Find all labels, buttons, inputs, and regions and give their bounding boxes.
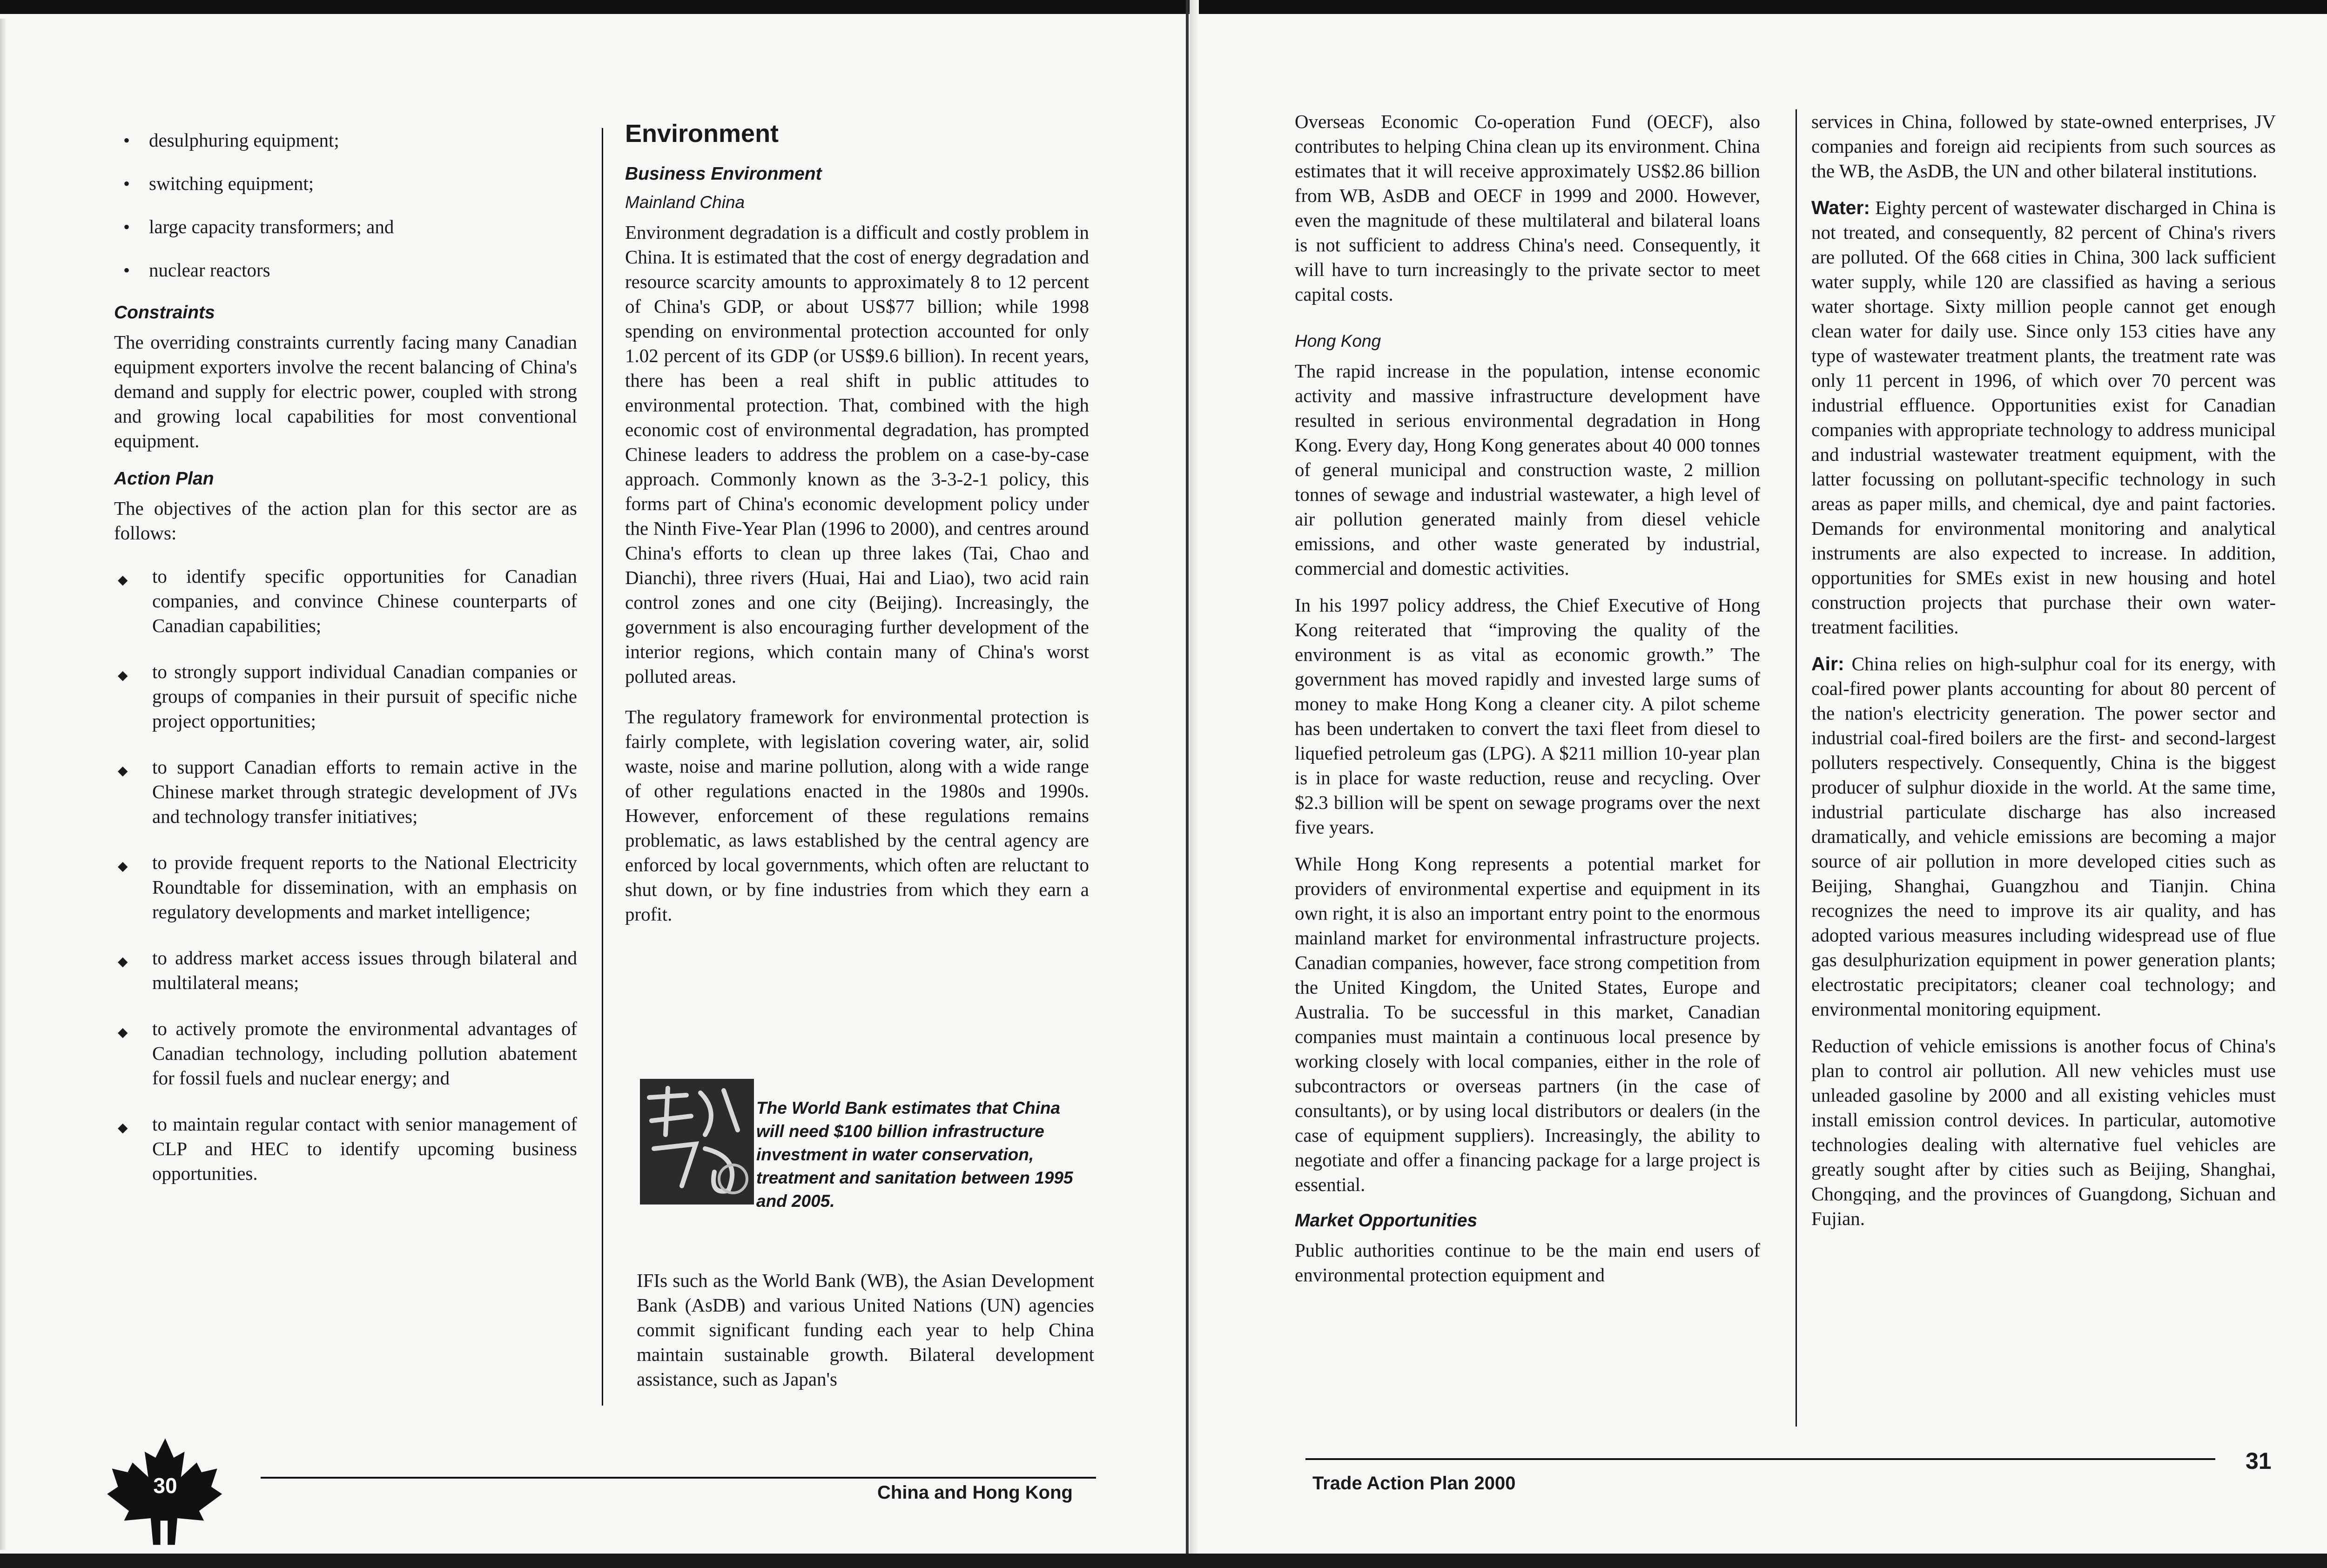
- calligraphy-image: [640, 1079, 754, 1205]
- page-number-right: 31: [2246, 1448, 2272, 1474]
- list-item: ◆ to provide frequent reports to the National Electricity Roundtable for dissemination, with an emphasis on regulatory developments and market intelligence;: [114, 850, 577, 924]
- list-item: ◆ to support Canadian efforts to remain active in the Chinese market through strategic development of JVs and technology transfer initiatives;: [114, 755, 577, 829]
- environment-paragraph-1: Environment degradation is a difficult and costly problem in China. It is estimated that the cost of energy degradation and resource scarcity amounts to approximately 8 to 12 percent of China's GDP, or about US$77 billion; while 1998 spending on environmental protection accounted for only 1.02 percent of its GDP (or US$9.6 billion). In recent years, there has been a real shift in public attitudes to environmental protection. That, combined with the high economic cost of environmental degradation, has prompted Chinese leaders to address the problem on a case-by-case approach. Commonly known as the 3-3-2-1 policy, this forms part of China's economic development policy under the Ninth Five-Year Plan (1996 to 2000), and centres around China's efforts to clean up three lakes (Tai, Chao and Dianchi), three rivers (Huai, Hai and Liao), two acid rain control zones and one city (Beijing). Increasingly, the government is also encouraging further development of the interior regions, which contain many of China's worst polluted areas.: [625, 222, 1089, 687]
- list-item: ◆ to maintain regular contact with senior management of CLP and HEC to identify upcoming business opportunities.: [114, 1112, 577, 1186]
- footer-title-right: Trade Action Plan 2000: [1312, 1473, 1516, 1494]
- book-top-edge: [0, 0, 2327, 14]
- left-page-column-2: [625, 119, 1089, 939]
- environment-paragraph-3: IFIs such as the World Bank (WB), the Asian Development Bank (AsDB) and various United Nations (UN) agencies commit significant funding each year to help China maintain sustainable growth. Bilateral development assistance, such as Japan's: [637, 1270, 1094, 1390]
- constraints-paragraph: The overriding constraints currently facing many Canadian equipment exporters involve the recent balancing of China's demand and supply for electric power, coupled with strong and growing local capabilities for most conventional equipment.: [114, 331, 577, 451]
- services-paragraph: services in China, followed by state-owned enterprises, JV companies and foreign aid recipients from such sources as the WB, the AsDB, the UN and other bilateral institutions.: [1811, 111, 2276, 182]
- list-item: ◆ to strongly support individual Canadian companies or groups of companies in their pursuit of specific niche project opportunities;: [114, 660, 577, 734]
- page-number-left: 30: [153, 1474, 177, 1498]
- left-page-column-2-continued: [637, 1268, 1094, 1404]
- water-paragraph: [1811, 195, 2276, 639]
- list-item: • large capacity transformers; and: [114, 215, 577, 239]
- business-environment-heading: Business Environment: [625, 164, 822, 184]
- air-label: Air:: [1811, 653, 1844, 674]
- market-opportunities-heading: Market Opportunities: [1295, 1211, 1478, 1231]
- action-plan-intro: The objectives of the action plan for this sector are as follows:: [114, 498, 577, 544]
- list-item: ◆ to address market access issues through bilateral and multilateral means;: [114, 946, 577, 995]
- list-item: ◆ to identify specific opportunities for Canadian companies, and convince Chinese counterparts of Canadian capabilities;: [114, 564, 577, 638]
- left-page-column-1: [114, 128, 577, 1207]
- footer-rule-left: [261, 1477, 1096, 1479]
- right-page-column-1: [1295, 109, 1760, 1299]
- world-bank-callout: [640, 1079, 1098, 1218]
- callout-quote: The World Bank estimates that China will need $100 billion infrastructure investment in water conservation, treatment and sanitation between 1995 and 2005.: [756, 1098, 1073, 1211]
- constraints-heading: Constraints: [114, 303, 215, 323]
- page-edge-shadow: [0, 19, 7, 1550]
- oecf-paragraph: Overseas Economic Co-operation Fund (OECF), also contributes to helping China clean up its environment. China estimates that it will receive approximately US$2.86 billion from WB, AsDB and OECF in 1999 and 2000. However, even the magnitude of these multilateral and bilateral loans is not sufficient to address China's need. Consequently, it will have to turn increasingly to the private sector to meet capital costs.: [1295, 111, 1760, 305]
- list-item: • nuclear reactors: [114, 258, 577, 283]
- hong-kong-paragraph-2: In his 1997 policy address, the Chief Executive of Hong Kong reiterated that “improving the quality of the environment is as vital as economic growth.” The government has moved rapidly and invested large sums of money to make Hong Kong a cleaner city. A pilot scheme has been undertaken to convert the taxi fleet from diesel to liquefied petroleum gas (LPG). A $211 million 10-year plan is in place for waste reduction, reuse and recycling. Over $2.3 billion will be spent on sewage programs over the next five years.: [1295, 594, 1760, 838]
- water-label: Water:: [1811, 197, 1870, 218]
- footer-rule-right: [1305, 1458, 2215, 1460]
- hong-kong-paragraph-3: While Hong Kong represents a potential market for providers of environmental expertise and equipment in its own right, it is also an important entry point to the enormous mainland market for environmental infrastructure projects. Canadian companies, however, face strong competition from the United Kingdom, the United States, Europe and Australia. To be successful in this market, Canadian companies must maintain a continuous local presence by working closely with local companies, either in the role of subcontractors or overseas partners (in the case of consultants), or by using local distributors or dealers (in the case of equipment suppliers). Increasingly, the ability to negotiate and offer a financing package for a large project is essential.: [1295, 853, 1760, 1195]
- environment-heading: Environment: [625, 120, 779, 148]
- water-text: Eighty percent of wastewater discharged in China is not treated, and consequently, 82 percent of China's rivers are polluted. Of the 668 cities in China, 300 lack sufficient water supply, while 120 are classified as having a serious water shortage. Sixty million people cannot get enough clean water for daily use. Since only 153 cities have any type of wastewater treatment plants, the treatment rate was only 11 percent in 1996, of which over 70 percent was industrial effluence. Opportunities exist for Canadian companies with appropriate technology to address municipal and industrial wastewater treatment equipment, with the latter focussing on pollutant-specific technology in such areas as paper mills, and chemical, dye and paint factories. Demands for environmental monitoring and analytical instruments are also expected to increase. In addition, opportunities for SMEs exist in new housing and hotel construction projects that purchase their own water-treatment facilities.: [1811, 197, 2276, 638]
- market-opportunities-paragraph: Public authorities continue to be the main end users of environmental protection equipment and: [1295, 1239, 1760, 1285]
- equipment-list: [114, 128, 577, 283]
- vehicle-emissions-paragraph: Reduction of vehicle emissions is another focus of China's plan to control air pollution. All new vehicles must use unleaded gasoline by 2000 and all existing vehicles must install emission control devices. In particular, automotive technologies dealing with alternative fuel vehicles are greatly sought after by cities such as Beijing, Shanghai, Chongqing, and the provinces of Guangdong, Sichuan and Fujian.: [1811, 1035, 2276, 1229]
- column-divider: [1796, 109, 1797, 1427]
- list-item: ◆ to actively promote the environmental advantages of Canadian technology, including pollution abatement for fossil fuels and nuclear energy; and: [114, 1016, 577, 1090]
- right-page-column-2: [1811, 109, 2276, 1243]
- book-spine: [1186, 0, 1189, 1568]
- environment-paragraph-2: The regulatory framework for environmental protection is fairly complete, with legislation covering water, air, solid waste, noise and marine pollution, along with a wide range of other regulations enacted in the 1980s and 1990s. However, enforcement of these regulations remains problematic, as laws established by the central agency are enforced by local governments, which often are reluctant to shut down, or by fine industries from which they earn a profit.: [625, 706, 1089, 925]
- air-text: China relies on high-sulphur coal for its energy, with coal-fired power plants accounting for about 80 percent of the nation's electricity generation. The power sector and industrial coal-fired boilers are the first- and second-largest polluters respectively. Consequently, China is the biggest producer of sulphur dioxide in the world. At the same time, industrial particulate discharge has also increased dramatically, and vehicle emissions are becoming a major source of air pollution in more developed cities such as Beijing, Shanghai, Guangzhou and Tianjin. China recognizes the need to improve its air quality, and has adopted various measures including widespread use of flue gas desulphurization equipment in power generation plants; electrostatic precipitators; cleaner coal technology; and environmental monitoring equipment.: [1811, 653, 2276, 1020]
- calligraphy-graphic: [640, 1079, 754, 1205]
- list-item: • switching equipment;: [114, 171, 577, 196]
- list-item: • desulphuring equipment;: [114, 128, 577, 153]
- mainland-china-subheading: Mainland China: [625, 193, 745, 212]
- air-paragraph: [1811, 652, 2276, 1022]
- action-plan-list: [114, 564, 577, 1186]
- hong-kong-subheading: Hong Kong: [1295, 331, 1381, 350]
- book-bottom-edge: [0, 1554, 2327, 1568]
- column-divider: [602, 128, 603, 1406]
- action-plan-heading: Action Plan: [114, 469, 214, 489]
- footer-title-left: China and Hong Kong: [877, 1482, 1073, 1503]
- hong-kong-paragraph-1: The rapid increase in the population, intense economic activity and massive infrastructure development have resulted in serious environmental degradation in Hong Kong. Every day, Hong Kong generates about 40 000 tonnes of general municipal and construction waste, 2 million tonnes of sewage and industrial wastewater, a high level of air pollution generated mainly from diesel vehicle emissions, and other waste generated by industrial, commercial and domestic activities.: [1295, 360, 1760, 579]
- spine-shadow: [1190, 0, 1199, 1568]
